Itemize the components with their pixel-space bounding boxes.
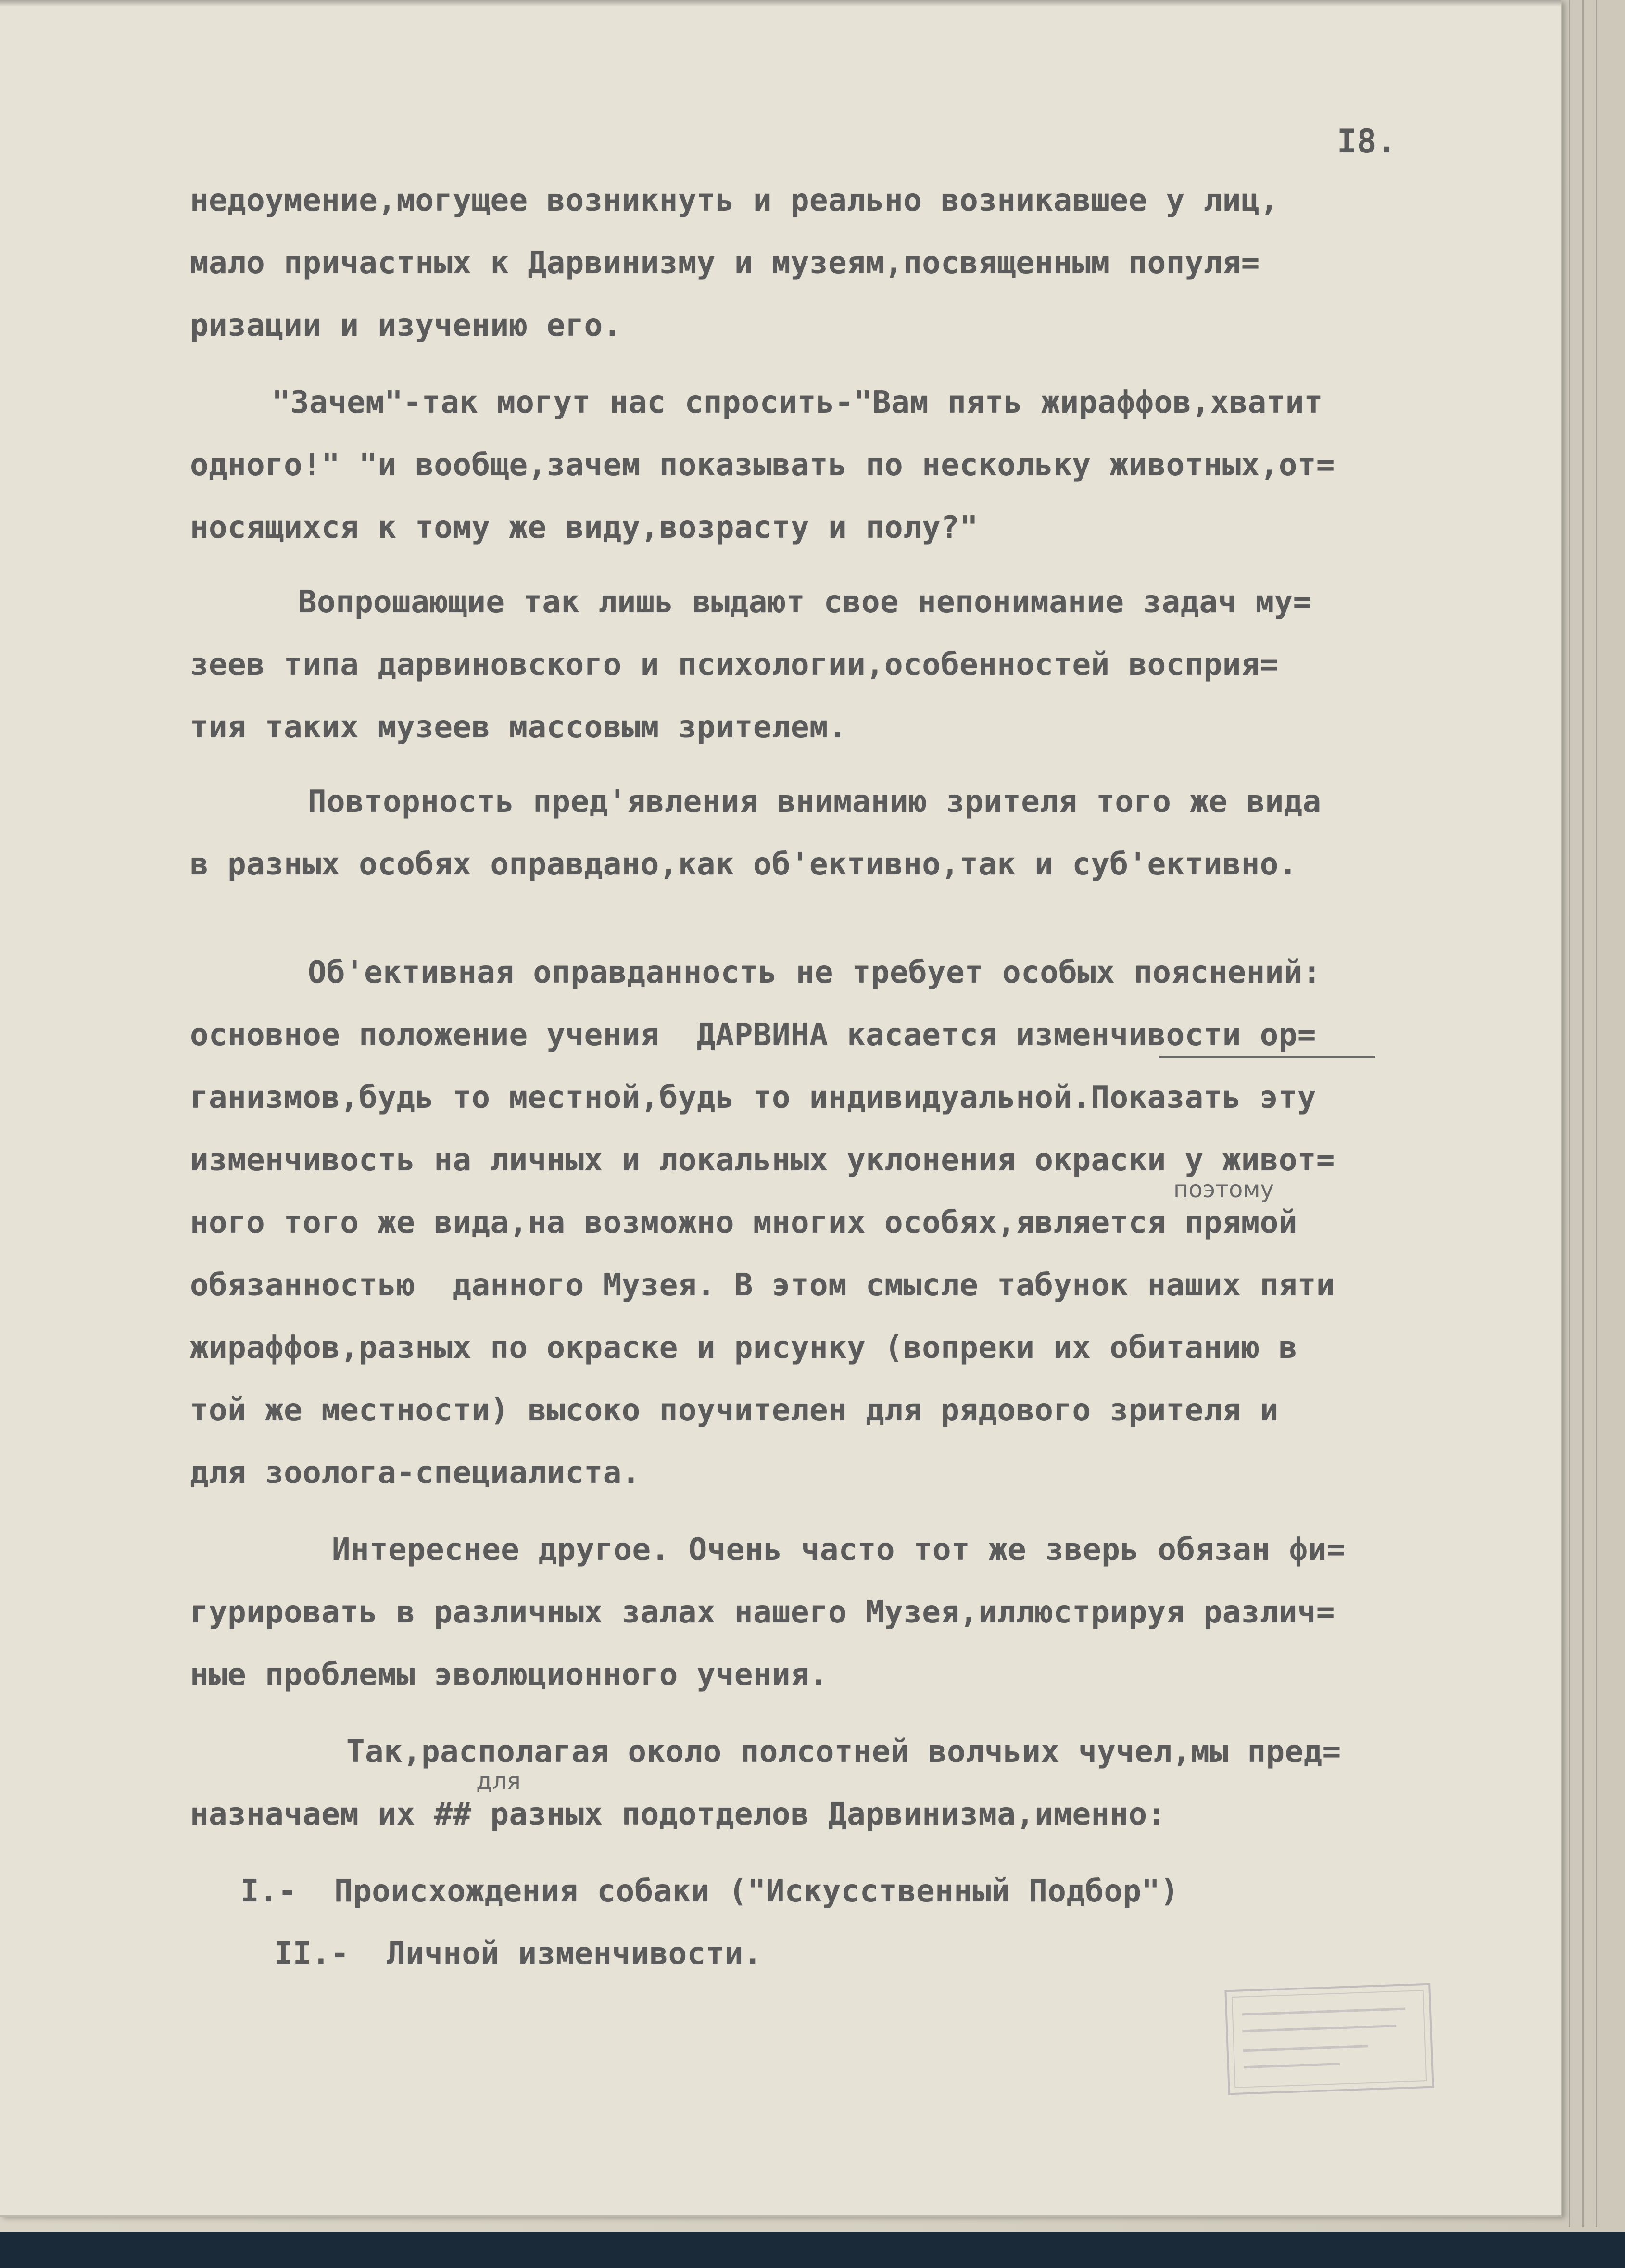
text-line: ризации и изучению его. [190,308,622,343]
text-line: носящихся к тому же виду,возрасту и полу?" [190,510,979,545]
text-line: ного того же вида,на возможно многих особях,является прямой [190,1205,1297,1241]
text-line: основное положение учения ДАРВИНА касается изменчивости ор= [190,1017,1316,1053]
archive-stamp [1224,1983,1434,2095]
text-line: обязанностью данного Музея. В этом смысле табунок наших пяти [190,1267,1335,1303]
underline-mark [1159,1056,1375,1058]
text-line: назначаем их ## разных подотделов Дарвинизма,именно: [190,1797,1166,1832]
text-line: недоумение,могущее возникнуть и реально возникавшее у лиц, [190,183,1279,218]
page-edge-line [1596,0,1597,2227]
text-line: Так,располагая около полсотней волчьих чучел,мы пред= [346,1734,1341,1770]
text-line: для зоолога-специалиста. [190,1455,641,1491]
handwritten-note: поэтому [1173,1176,1274,1203]
text-line: мало причастных к Дарвинизму и музеям,посвященным популя= [190,245,1260,281]
page-edge-line [1582,0,1584,2227]
text-line: зеев типа дарвиновского и психологии,особенностей восприя= [190,647,1279,683]
text-line: Вопрошающие так лишь выдают свое непонимание задач му= [298,584,1312,620]
text-line: тия таких музеев массовым зрителем. [190,710,847,745]
handwritten-note: для [476,1768,521,1795]
page-number: I8. [1337,123,1397,161]
text-line: изменчивость на личных и локальных уклонения окраски у живот= [190,1142,1335,1178]
text-line: I.- Происхождения собаки ("Искусственный Подбор") [240,1874,1179,1909]
text-line: жираффов,разных по окраске и рисунку (вопреки их обитанию в [190,1330,1297,1366]
text-line: гурировать в различных залах нашего Музея,иллюстрируя различ= [190,1595,1335,1630]
text-line: II.- Личной изменчивости. [274,1936,762,1972]
text-line: той же местности) высоко поучителен для рядового зрителя и [190,1393,1279,1428]
top-shadow [0,0,1561,7]
text-line: Об'ективная оправданность не требует особых пояснений: [308,955,1322,990]
text-line: Повторность пред'явления вниманию зрителя того же вида [308,784,1322,820]
text-line: в разных особях оправдано,как об'ективно,так и суб'ективно. [190,847,1297,882]
text-line: "Зачем"-так могут нас спросить-"Вам пять жираффов,хватит [272,385,1323,420]
text-line: ные проблемы эволюционного учения. [190,1657,829,1693]
text-line: ганизмов,будь то местной,будь то индивидуальной.Показать эту [190,1080,1316,1115]
text-line: Интереснее другое. Очень часто тот же зверь обязан фи= [332,1532,1346,1568]
text-line: одного!" "и вообще,зачем показывать по нескольку животных,от= [190,447,1335,483]
page-edge-line [1569,0,1570,2227]
